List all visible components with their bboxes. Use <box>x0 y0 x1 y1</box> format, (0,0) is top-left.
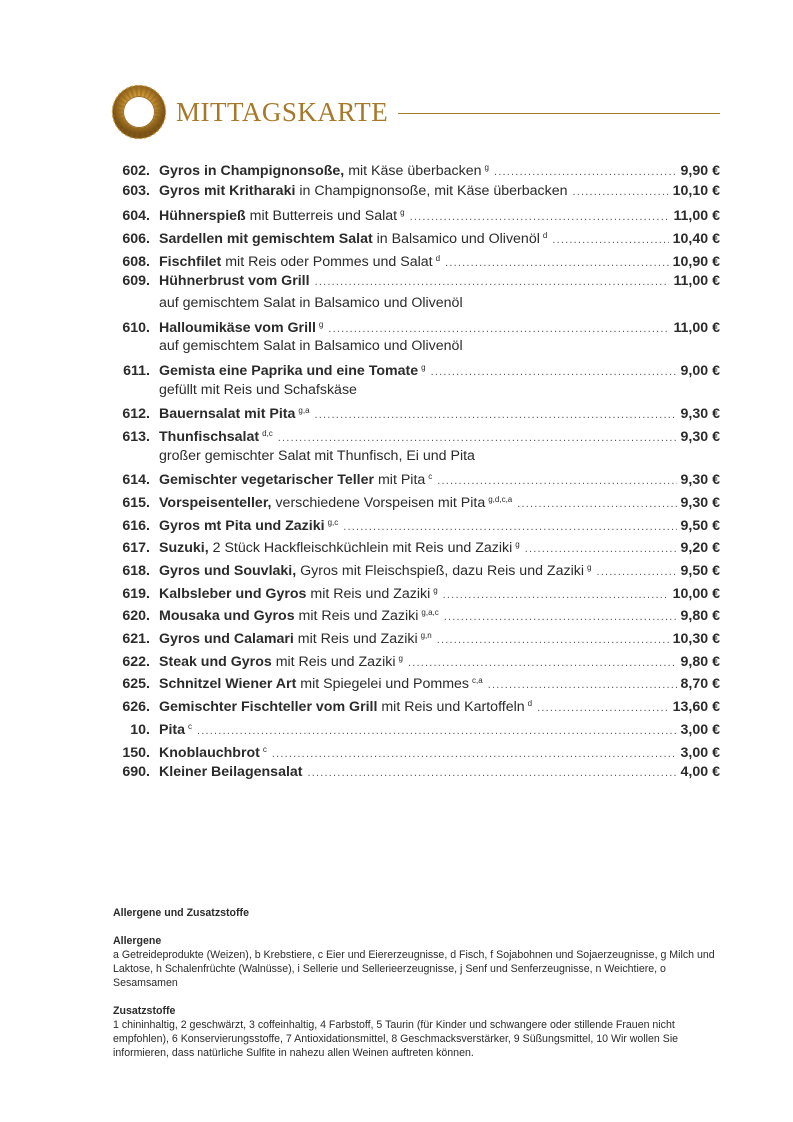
leader-dots <box>444 606 677 629</box>
item-number: 618. <box>122 563 150 579</box>
allergen-codes: g,a <box>298 406 310 416</box>
item-name: Steak und Gyros <box>159 653 272 670</box>
allergen-codes: c <box>262 744 267 754</box>
item-price: 10,30 € <box>672 631 720 648</box>
leader-dots <box>552 229 668 252</box>
golden-wreath-icon <box>110 83 168 141</box>
item-description: mit Reis oder Pommes und Salat <box>221 253 433 270</box>
item-price: 3,00 € <box>680 721 720 738</box>
menu-item <box>110 423 720 466</box>
item-price: 9,80 € <box>680 608 720 625</box>
allergen-codes: g <box>484 163 489 172</box>
allergen-codes: d <box>542 231 548 241</box>
menu-item <box>110 512 720 535</box>
item-number: 610. <box>122 319 150 336</box>
item-price: 10,00 € <box>672 585 720 602</box>
item-price: 3,00 € <box>680 744 720 761</box>
item-description: 2 Stück Hackfleischküchlein mit Reis und Zaziki <box>208 540 513 557</box>
leader-dots <box>572 181 668 204</box>
menu-item <box>110 225 720 248</box>
item-description: mit Reis und Zaziki <box>306 585 431 602</box>
item-name: Vorspeisenteller, <box>159 494 272 511</box>
item-description: mit Reis und Zaziki <box>271 653 396 670</box>
item-name: Gyros mt Pita und Zaziki <box>159 517 325 534</box>
item-name: Knoblauchbrot <box>159 744 260 761</box>
item-subtext: auf gemischtem Salat in Balsamico und Olivenöl <box>159 295 463 312</box>
item-number: 606. <box>122 231 150 248</box>
item-name: Gemista eine Paprika und eine Tomate <box>159 363 419 379</box>
item-name: Sardellen mit gemischtem Salat <box>159 231 373 248</box>
item-description: mit Reis und Zaziki <box>294 608 419 625</box>
allergen-codes: g,a,c <box>421 608 439 618</box>
menu-item <box>110 248 720 271</box>
menu-item <box>110 670 720 693</box>
item-price: 9,00 € <box>680 363 720 379</box>
item-description: in Balsamico und Olivenöl <box>372 231 540 248</box>
page-header <box>110 84 720 140</box>
allergen-codes: c <box>428 472 433 482</box>
leader-dots <box>517 493 676 516</box>
item-number: 150. <box>122 744 150 761</box>
allergen-codes: g,c <box>327 517 339 527</box>
item-number: 611. <box>123 363 150 379</box>
leader-dots <box>537 697 669 720</box>
menu-item <box>110 466 720 489</box>
leader-dots <box>596 561 676 584</box>
item-name: Pita <box>159 721 186 738</box>
item-subtext: gefüllt mit Reis und Schafskäse <box>159 381 357 398</box>
item-number: 614. <box>122 472 150 489</box>
allergen-codes: c,a <box>472 676 483 686</box>
item-description: mit Pita <box>374 472 426 489</box>
item-number: 608. <box>122 253 150 270</box>
menu-item <box>110 739 720 762</box>
item-number: 616. <box>122 517 150 534</box>
menu-item <box>110 648 720 671</box>
item-number: 621. <box>122 631 150 648</box>
item-name: Thunfischsalat <box>159 428 260 445</box>
allergen-codes: c <box>188 721 193 731</box>
item-name: Hühnerbrust vom Grill <box>159 273 310 290</box>
menu-item <box>110 357 720 400</box>
item-number: 690. <box>122 764 150 781</box>
allergen-codes: g <box>433 585 438 595</box>
item-price: 8,70 € <box>680 676 720 693</box>
item-price: 13,60 € <box>672 699 720 716</box>
allergen-codes: g <box>398 653 403 663</box>
allergen-notes <box>113 906 725 1060</box>
item-price: 9,30 € <box>680 406 720 423</box>
leader-dots <box>315 404 677 427</box>
allergen-codes: g <box>515 540 520 550</box>
allergen-codes: d,c <box>262 428 273 438</box>
item-number: 615. <box>122 494 150 511</box>
item-number: 625. <box>122 676 150 693</box>
allergen-codes: g <box>421 363 426 372</box>
menu-item <box>110 761 720 784</box>
item-description: mit Käse überbacken <box>344 163 482 179</box>
zusatzstoffe-title: Zusatzstoffe <box>113 1005 176 1017</box>
item-name: Gemischter Fischteller vom Grill <box>159 699 378 716</box>
menu-list <box>110 157 720 784</box>
item-name: Mousaka und Gyros <box>159 608 295 625</box>
allergen-codes: g <box>586 563 592 572</box>
item-number: 619. <box>122 585 150 602</box>
item-price: 9,50 € <box>680 563 720 579</box>
item-description: mit Reis und Kartoffeln <box>377 699 525 716</box>
item-number: 620. <box>122 608 150 625</box>
item-price: 9,50 € <box>680 517 720 534</box>
item-number: 604. <box>122 208 150 225</box>
title-divider <box>398 113 720 114</box>
allergene-text: a Getreideprodukte (Weizen), b Krebstiere, c Eier und Eiererzeugnisse, d Fisch, f Sojabohnen und Sojaerzeugnisse, g Milch und Laktose, h Schalenfrüchte (Walnüsse), i Sellerie und Sellerieerzeugnisse, j Senf und Senferzeugnisse, n Weichtiere, o Sesamsamen <box>113 949 715 989</box>
leader-dots <box>437 629 669 652</box>
allergen-codes: d <box>527 699 533 709</box>
item-price: 11,00 € <box>673 319 720 336</box>
item-price: 9,80 € <box>680 653 720 670</box>
item-price: 10,10 € <box>672 182 720 199</box>
page-title: MITTAGSKARTE <box>176 96 389 127</box>
item-price: 10,90 € <box>672 253 720 270</box>
menu-item <box>110 270 720 313</box>
allergen-codes: g <box>318 319 324 329</box>
item-subtext: großer gemischter Salat mit Thunfisch, Ei und Pita <box>159 447 475 464</box>
item-number: 613. <box>122 428 150 445</box>
menu-item <box>110 489 720 512</box>
item-name: Bauernsalat mit Pita <box>159 406 296 423</box>
item-description: mit Spiegelei und Pommes <box>296 676 470 693</box>
item-description: verschiedene Vorspeisen mit Pita <box>271 494 486 511</box>
item-number: 626. <box>122 699 150 716</box>
menu-item <box>110 202 720 225</box>
item-name: Kleiner Beilagensalat <box>159 764 303 781</box>
leader-dots <box>315 271 670 294</box>
item-number: 10. <box>130 721 150 738</box>
menu-item <box>110 534 720 557</box>
menu-item <box>110 625 720 648</box>
leader-dots <box>431 361 677 384</box>
item-name: Kalbsleber und Gyros <box>159 585 307 602</box>
allergene-title: Allergene <box>113 935 162 947</box>
allergen-codes: d <box>435 253 441 263</box>
allergen-heading: Allergene und Zusatzstoffe <box>113 907 249 919</box>
item-price: 10,40 € <box>672 231 720 248</box>
menu-item <box>110 180 720 203</box>
leader-dots <box>197 720 677 743</box>
item-description: mit Butterreis und Salat <box>245 208 398 225</box>
allergen-codes: g <box>400 208 405 218</box>
item-number: 612. <box>122 406 150 423</box>
item-number: 603. <box>122 182 150 199</box>
item-price: 4,00 € <box>680 764 720 781</box>
menu-item <box>110 716 720 739</box>
zusatzstoffe-text: 1 chininhaltig, 2 geschwärzt, 3 coffeinhaltig, 4 Farbstoff, 5 Taurin (für Kinder und schwangere oder stillende Frauen nicht empfohlen), 6 Konservierungsstoffe, 7 Antioxidationsmittel, 8 Geschmacksverstärker, 9 Süßungsmittel, 10 Wir wollen Sie informieren, dass natürliche Sulfite in nahezu allen Weinen auftreten können. <box>113 1019 679 1059</box>
leader-dots <box>308 762 677 785</box>
item-name: Schnitzel Wiener Art <box>159 676 297 693</box>
item-name: Gyros mit Kritharaki <box>159 182 296 199</box>
item-name: Fischfilet <box>159 253 222 270</box>
item-name: Halloumikäse vom Grill <box>159 319 316 336</box>
item-name: Gyros in Champignonsoße, <box>159 163 345 179</box>
item-price: 9,30 € <box>680 472 720 489</box>
item-name: Hühnerspieß <box>159 208 246 225</box>
item-number: 617. <box>122 540 150 557</box>
item-name: Gemischter vegetarischer Teller <box>159 472 375 489</box>
item-number: 622. <box>122 653 150 670</box>
item-name: Gyros und Calamari <box>159 631 294 648</box>
menu-item <box>110 693 720 716</box>
menu-item <box>110 602 720 625</box>
allergen-codes: g,n <box>420 631 432 641</box>
item-subtext: auf gemischtem Salat in Balsamico und Olivenöl <box>159 338 463 355</box>
item-name: Gyros und Souvlaki, <box>159 563 297 579</box>
item-number: 609. <box>122 273 150 290</box>
item-description: mit Reis und Zaziki <box>293 631 418 648</box>
menu-item <box>110 314 720 357</box>
item-description: Gyros mit Fleischspieß, dazu Reis und Zaziki <box>296 563 584 579</box>
item-description: in Champignonsoße, mit Käse überbacken <box>295 182 568 199</box>
item-price: 9,20 € <box>680 540 720 557</box>
menu-item <box>110 400 720 423</box>
item-name: Suzuki, <box>159 540 209 557</box>
leader-dots <box>443 584 669 607</box>
menu-item <box>110 157 720 180</box>
allergen-codes: g,d,c,a <box>488 494 513 504</box>
menu-item <box>110 580 720 603</box>
item-price: 9,90 € <box>680 163 720 179</box>
menu-item <box>110 557 720 580</box>
item-price: 11,00 € <box>673 208 720 225</box>
item-number: 602. <box>122 163 150 179</box>
item-price: 11,00 € <box>673 273 720 290</box>
item-price: 9,30 € <box>680 494 720 511</box>
item-price: 9,30 € <box>680 428 720 445</box>
